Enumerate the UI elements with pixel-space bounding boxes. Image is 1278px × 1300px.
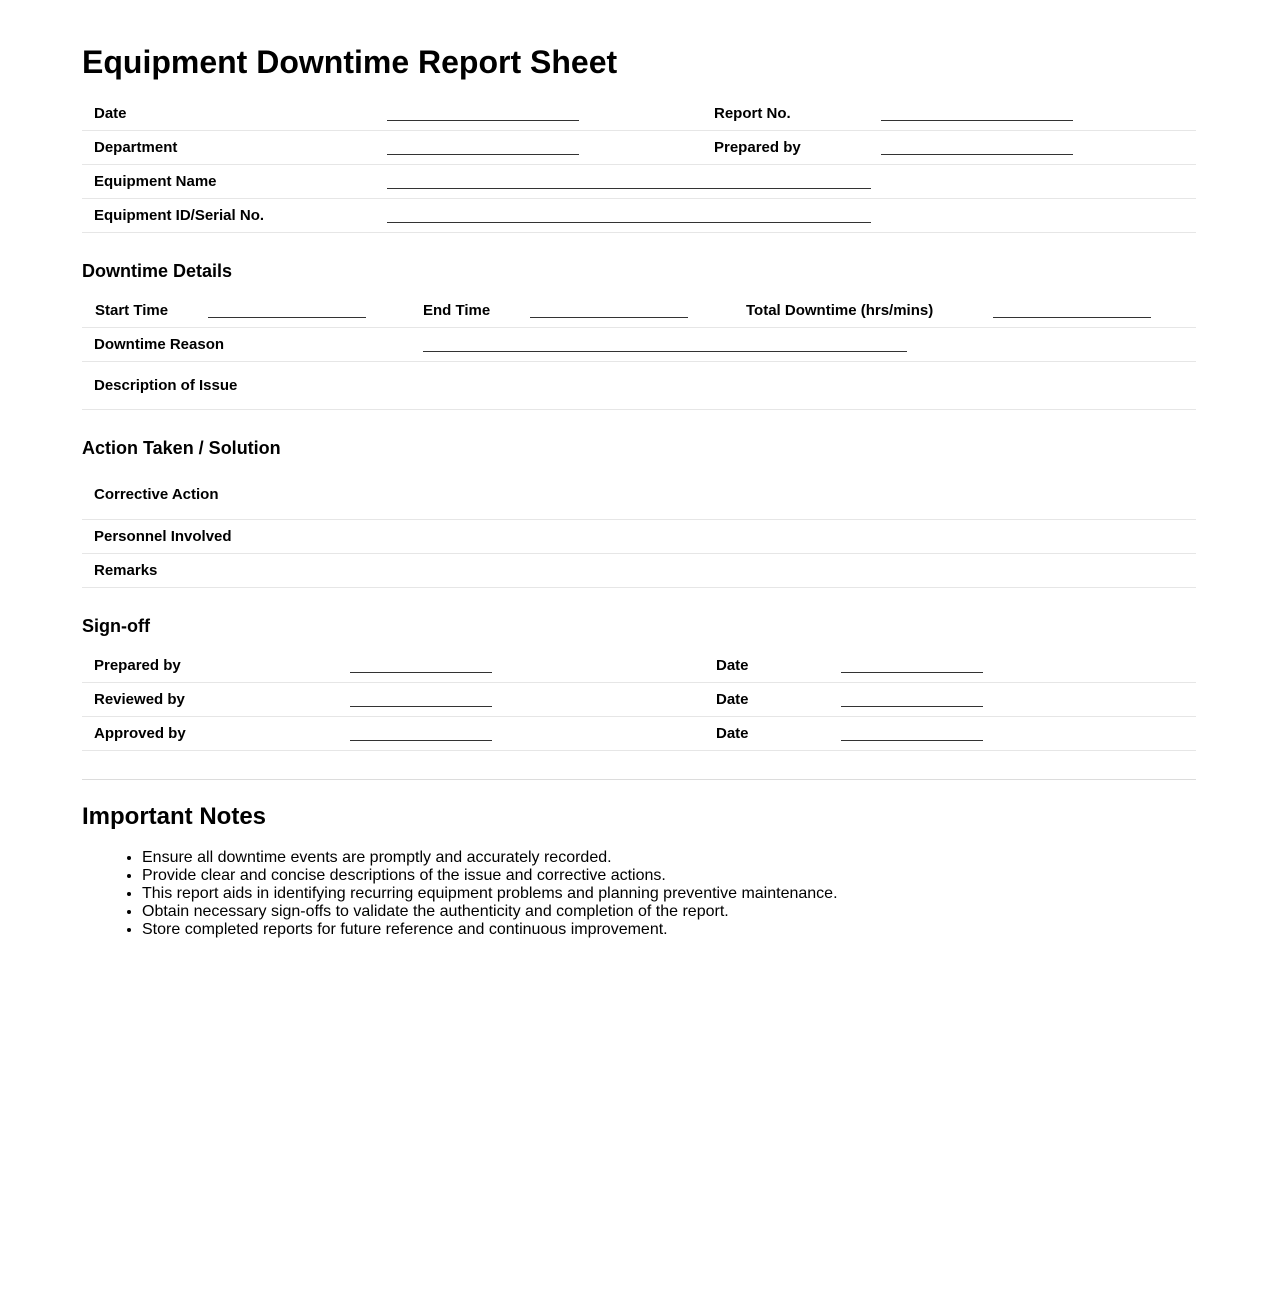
signoff-approved-date-label: Date bbox=[716, 725, 749, 742]
downtime-reason-field[interactable] bbox=[423, 351, 907, 352]
row-equipment-id bbox=[82, 199, 1196, 233]
equipment-id-label: Equipment ID/Serial No. bbox=[94, 207, 265, 224]
row-prepared-signoff bbox=[82, 649, 1196, 683]
row-reviewed-signoff bbox=[82, 683, 1196, 717]
signoff-reviewed-field[interactable] bbox=[350, 706, 492, 707]
report-no-field[interactable] bbox=[881, 120, 1073, 121]
row-department-prepared bbox=[82, 131, 1196, 165]
end-time-label: End Time bbox=[423, 302, 491, 319]
row-personnel bbox=[82, 520, 1196, 554]
total-downtime-field[interactable] bbox=[993, 317, 1151, 318]
signoff-approved-date-field[interactable] bbox=[841, 740, 983, 741]
signoff-reviewed-date-field[interactable] bbox=[841, 706, 983, 707]
row-approved-signoff bbox=[82, 717, 1196, 751]
page-title: Equipment Downtime Report Sheet bbox=[82, 44, 618, 80]
row-equipment-name bbox=[82, 165, 1196, 199]
remarks-label: Remarks bbox=[94, 562, 158, 579]
signoff-reviewed-date-label: Date bbox=[716, 691, 749, 708]
end-time-field[interactable] bbox=[530, 317, 688, 318]
description-label: Description of Issue bbox=[94, 377, 238, 394]
signoff-reviewed-label: Reviewed by bbox=[94, 691, 185, 708]
note-item: • Obtain necessary sign-offs to validate the authenticity and completion of the report. bbox=[142, 903, 838, 921]
total-downtime-label: Total Downtime (hrs/mins) bbox=[746, 302, 934, 319]
action-taken-heading: Action Taken / Solution bbox=[82, 438, 281, 458]
note-item: • Provide clear and concise descriptions of the issue and corrective actions. bbox=[142, 867, 838, 885]
downtime-reason-label: Downtime Reason bbox=[94, 336, 225, 353]
equipment-name-field[interactable] bbox=[387, 188, 871, 189]
row-downtime-reason bbox=[82, 328, 1196, 362]
important-notes-heading: Important Notes bbox=[82, 803, 267, 830]
equipment-id-field[interactable] bbox=[387, 222, 871, 223]
note-item: • Store completed reports for future reference and continuous improvement. bbox=[142, 921, 838, 939]
row-times bbox=[82, 294, 1196, 328]
department-label: Department bbox=[94, 139, 178, 156]
date-label: Date bbox=[94, 105, 127, 122]
signoff-approved-field[interactable] bbox=[350, 740, 492, 741]
corrective-action-label: Corrective Action bbox=[94, 486, 219, 503]
department-field[interactable] bbox=[387, 154, 579, 155]
report-no-label: Report No. bbox=[714, 105, 791, 122]
start-time-label: Start Time bbox=[95, 302, 169, 319]
signoff-prepared-date-label: Date bbox=[716, 657, 749, 674]
notes-list bbox=[82, 849, 838, 939]
row-corrective-action bbox=[82, 472, 1196, 520]
date-field[interactable] bbox=[387, 120, 579, 121]
row-description bbox=[82, 362, 1196, 410]
prepared-by-label: Prepared by bbox=[714, 139, 801, 156]
row-date-report bbox=[82, 97, 1196, 131]
note-item: • This report aids in identifying recurring equipment problems and planning preventive maintenance. bbox=[142, 885, 838, 903]
signoff-prepared-field[interactable] bbox=[350, 672, 492, 673]
signoff-prepared-date-field[interactable] bbox=[841, 672, 983, 673]
signoff-prepared-label: Prepared by bbox=[94, 657, 181, 674]
equipment-name-label: Equipment Name bbox=[94, 173, 217, 190]
signoff-approved-label: Approved by bbox=[94, 725, 186, 742]
signoff-heading: Sign-off bbox=[82, 616, 150, 636]
note-item: • Ensure all downtime events are promptly and accurately recorded. bbox=[142, 849, 838, 867]
row-remarks bbox=[82, 554, 1196, 588]
personnel-label: Personnel Involved bbox=[94, 528, 232, 545]
prepared-by-field[interactable] bbox=[881, 154, 1073, 155]
start-time-field[interactable] bbox=[208, 317, 366, 318]
downtime-details-heading: Downtime Details bbox=[82, 261, 233, 281]
notes-divider bbox=[82, 779, 1196, 780]
